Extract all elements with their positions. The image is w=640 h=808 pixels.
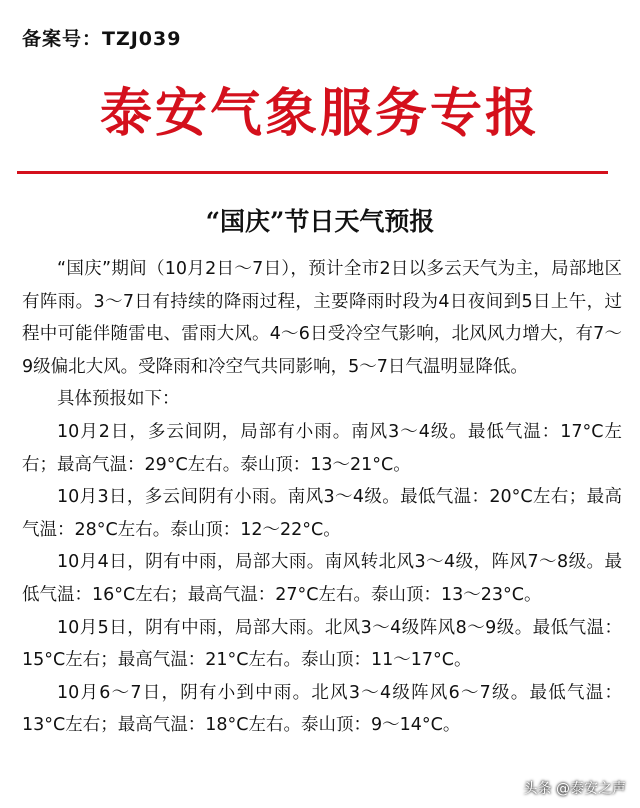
document-title: “国庆”节日天气预报 bbox=[205, 207, 435, 236]
red-divider bbox=[17, 171, 608, 174]
source-watermark: 头条 @泰安之声 bbox=[523, 781, 626, 797]
forecast-oct-6-7: 10月6～7日，阴有小到中雨。北风3～4级阵风6～7级。最低气温：13°C左右；最高气温：18°C左右。泰山顶：9～14°C。 bbox=[22, 682, 622, 736]
forecast-oct-2: 10月2日，多云间阴，局部有小雨。南风3～4级。最低气温：17°C左右；最高气温：29°C左右。泰山顶：13～21°C。 bbox=[22, 421, 622, 475]
forecast-heading: 具体预报如下： bbox=[57, 389, 180, 410]
document-body bbox=[22, 253, 622, 742]
forecast-oct-3: 10月3日，多云间阴有小雨。南风3～4级。最低气温：20°C左右；最高气温：28°C左右。泰山顶：12～22°C。 bbox=[22, 487, 622, 540]
record-number: 备案号：TZJ039 bbox=[22, 28, 182, 50]
masthead-title: 泰安气象服务专报 bbox=[99, 83, 540, 144]
forecast-oct-5: 10月5日，阴有中雨，局部大雨。北风3～4级阵风8～9级。最低气温：15°C左右；最高气温：21°C左右。泰山顶：11～17°C。 bbox=[22, 617, 622, 671]
forecast-oct-4: 10月4日，阴有中雨，局部大雨。南风转北风3～4级，阵风7～8级。最低气温：16°C左右；最高气温：27°C左右。泰山顶：13～23°C。 bbox=[22, 552, 622, 605]
intro-paragraph: “国庆”期间（10月2日～7日），预计全市2日以多云天气为主，局部地区有阵雨。3～7日有持续的降雨过程，主要降雨时段为4日夜间到5日上午，过程中可能伴随雷电、雷雨大风。4～6日受冷空气影响，北风风力增大，有7～9级偏北大风。受降雨和冷空气共同影响，5～7日气温明显降低。 bbox=[22, 259, 622, 377]
